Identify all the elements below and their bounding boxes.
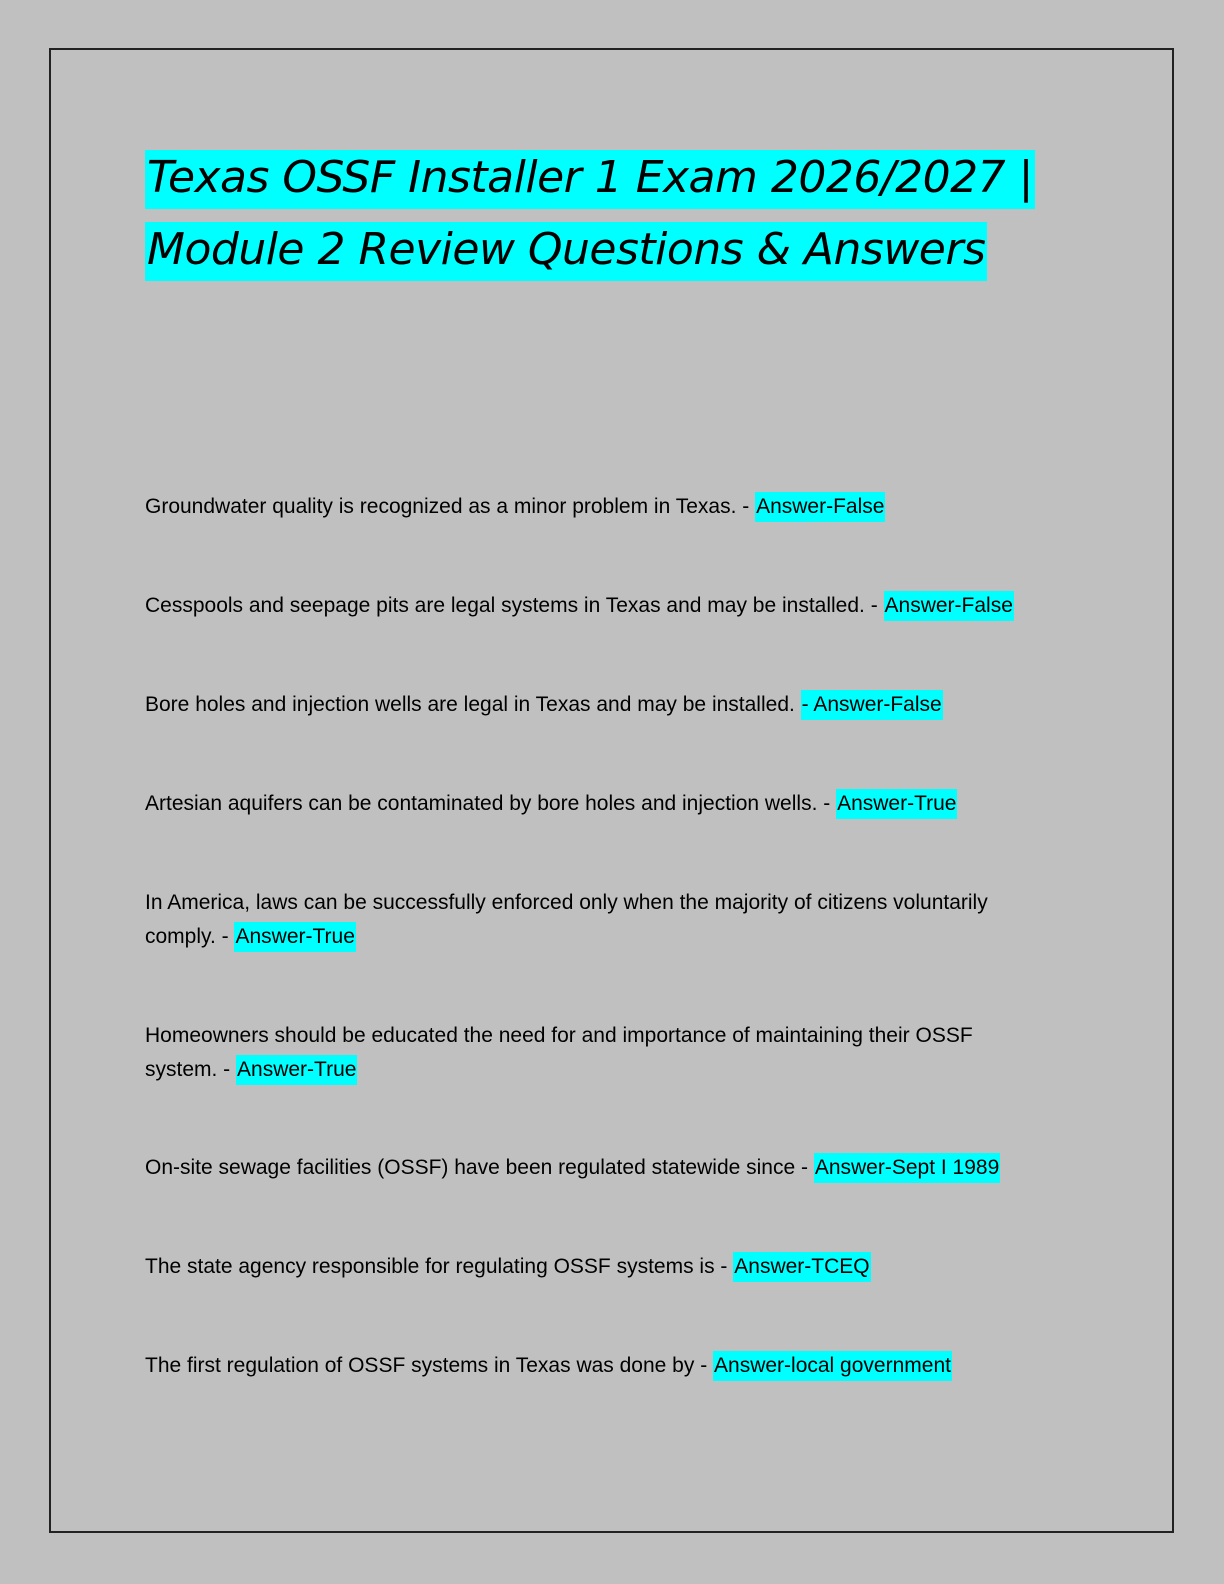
qa-item-1 (145, 490, 1045, 524)
qa-item-9 (145, 1349, 1045, 1383)
question-text: The state agency responsible for regulating OSSF systems is - (145, 1255, 734, 1278)
document-page (49, 48, 1174, 1533)
question-text: Artesian aquifers can be contaminated by bore holes and injection wells. - (145, 792, 837, 815)
qa-item-4 (145, 787, 1045, 821)
question-text: Homeowners should be educated the need for and importance of maintaining their OSSF system. - (145, 1024, 973, 1081)
qa-item-5 (145, 886, 1045, 954)
qa-item-7 (145, 1151, 1045, 1185)
title-line-1: Texas OSSF Installer 1 Exam 2026/2027 | (145, 150, 1035, 209)
answer-text: Answer-TCEQ (733, 1252, 870, 1282)
answer-text: Answer-False (755, 492, 885, 522)
answer-text: Answer-local government (713, 1351, 952, 1381)
question-text: On-site sewage facilities (OSSF) have been regulated statewide since - (145, 1156, 814, 1179)
qa-item-2 (145, 589, 1045, 623)
answer-text: Answer-Sept I 1989 (814, 1153, 1000, 1183)
question-text: The first regulation of OSSF systems in Texas was done by - (145, 1354, 714, 1377)
title-line-2: Module 2 Review Questions & Answers (145, 222, 987, 281)
answer-text: Answer-True (234, 922, 355, 952)
answer-text: Answer-True (836, 789, 957, 819)
question-text: In America, laws can be successfully enforced only when the majority of citizens voluntarily comply. - (145, 891, 988, 948)
question-text: Cesspools and seepage pits are legal systems in Texas and may be installed. - (145, 594, 884, 617)
document-title (145, 142, 1105, 286)
question-text: Bore holes and injection wells are legal in Texas and may be installed. (145, 693, 801, 716)
question-text: Groundwater quality is recognized as a minor problem in Texas. - (145, 495, 756, 518)
qa-item-8 (145, 1250, 1045, 1284)
qa-item-3 (145, 688, 1045, 722)
answer-text: Answer-False (884, 591, 1014, 621)
answer-text: - Answer-False (801, 690, 943, 720)
answer-text: Answer-True (236, 1055, 357, 1085)
qa-item-6 (145, 1019, 1045, 1087)
